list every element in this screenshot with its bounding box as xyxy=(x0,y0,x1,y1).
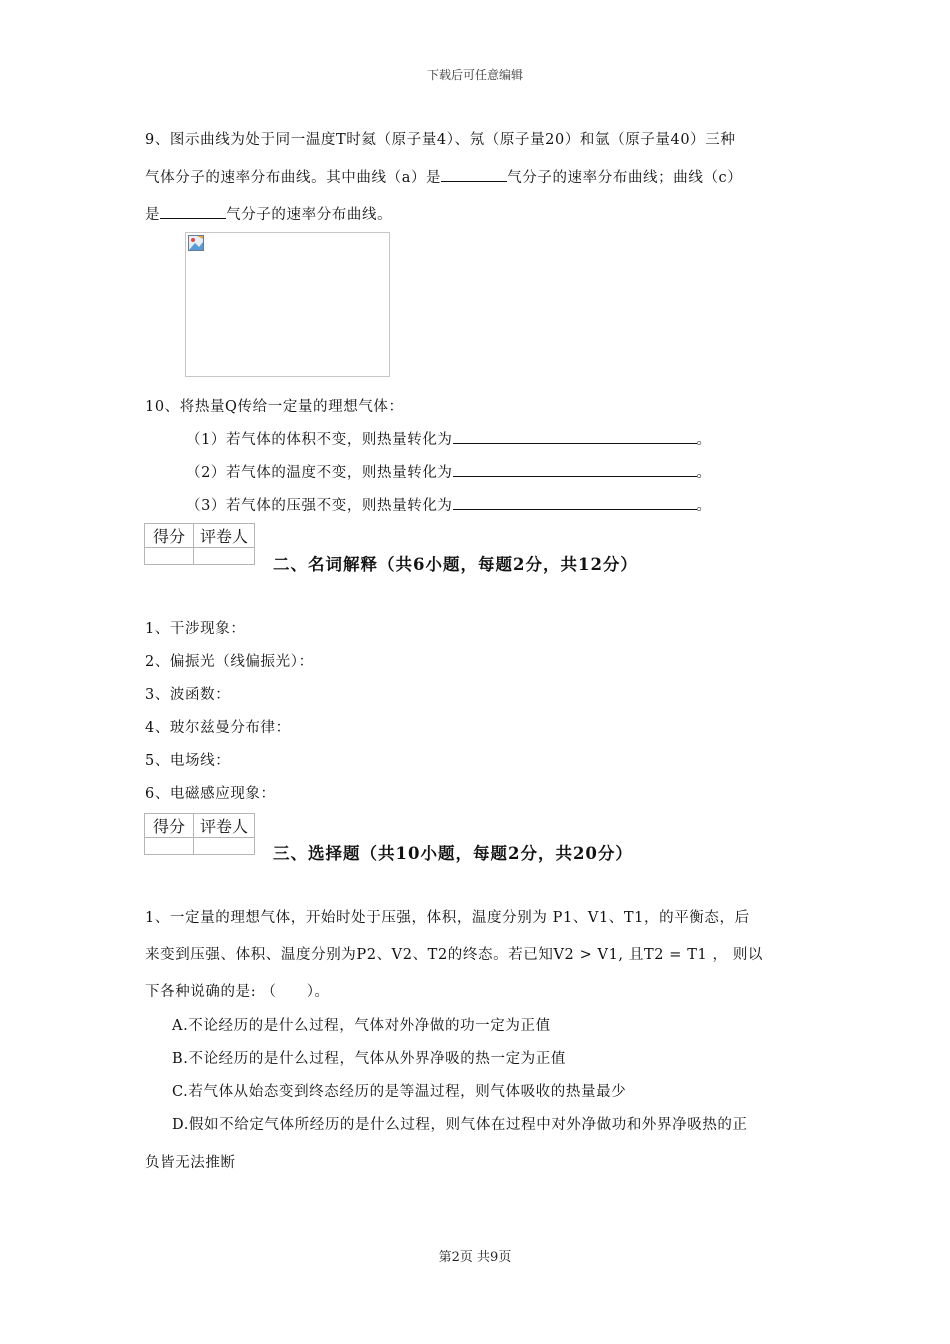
option-d-continued: 负皆无法推断 xyxy=(145,1155,236,1171)
score-label: 得分 xyxy=(145,814,194,838)
q9-line-1: 9、图示曲线为处于同一温度T时氦（原子量4）、氖（原子量20）和氩（原子量40）三种 xyxy=(145,132,736,148)
term-item: 1、干涉现象： xyxy=(145,621,246,637)
q9-line-2-text-b: 气分子的速率分布曲线；曲线（c） xyxy=(507,170,743,186)
q10-item-3-text: （3）若气体的压强不变，则热量转化为 xyxy=(186,498,453,514)
q10-item-1-text: （1）若气体的体积不变，则热量转化为 xyxy=(186,432,453,448)
term-item: 3、波函数： xyxy=(145,687,231,703)
broken-image-icon xyxy=(188,235,204,251)
option-a[interactable]: A.不论经历的是什么过程，气体对外净做的功一定为正值 xyxy=(172,1018,551,1034)
term-item: 2、偏振光（线偏振光）： xyxy=(145,654,314,670)
term-item: 5、电场线： xyxy=(145,753,231,769)
broken-image-placeholder xyxy=(185,232,390,377)
score-box xyxy=(144,813,255,855)
q9-line-3-text-a: 是 xyxy=(145,207,161,223)
answer-blank[interactable] xyxy=(441,167,507,182)
mc-q1-line-3: 下各种说确的是: （ ）。 xyxy=(145,984,330,1000)
grader-label: 评卷人 xyxy=(194,524,255,548)
score-cell[interactable] xyxy=(145,548,194,565)
q10-item-2-text: （2）若气体的温度不变，则热量转化为 xyxy=(186,465,453,481)
q10-item-1-end: 。 xyxy=(696,432,712,448)
q10-stem: 10、将热量Q传给一定量的理想气体： xyxy=(145,399,404,415)
section-2-title: 二、名词解释（共6小题，每题2分，共12分） xyxy=(273,555,638,574)
page-header: 下载后可任意编辑 xyxy=(426,68,523,82)
term-item: 6、电磁感应现象： xyxy=(145,786,276,802)
q10-item-3-end: 。 xyxy=(696,498,712,514)
page-footer: 第2页 共9页 xyxy=(438,1250,512,1265)
answer-blank[interactable] xyxy=(453,462,697,477)
q10-item-2 xyxy=(186,461,712,482)
answer-blank[interactable] xyxy=(160,204,226,219)
q9-line-2-text-a: 气体分子的速率分布曲线。其中曲线（a）是 xyxy=(145,170,442,186)
score-cell[interactable] xyxy=(145,838,194,855)
option-c[interactable]: C.若气体从始态变到终态经历的是等温过程，则气体吸收的热量最少 xyxy=(172,1084,627,1100)
q9-line-3 xyxy=(145,203,392,224)
term-item: 4、玻尔兹曼分布律： xyxy=(145,720,291,736)
answer-blank[interactable] xyxy=(453,429,697,444)
q10-item-1 xyxy=(186,428,712,449)
q10-item-2-end: 。 xyxy=(696,465,712,481)
option-b[interactable]: B.不论经历的是什么过程，气体从外界净吸的热一定为正值 xyxy=(172,1051,566,1067)
q9-line-3-text-b: 气分子的速率分布曲线。 xyxy=(226,207,393,223)
grader-cell[interactable] xyxy=(194,548,255,565)
answer-blank[interactable] xyxy=(453,495,697,510)
option-d[interactable]: D.假如不给定气体所经历的是什么过程，则气体在过程中对外净做功和外界净吸热的正 xyxy=(172,1117,748,1133)
q9-line-2 xyxy=(145,166,742,187)
grader-label: 评卷人 xyxy=(194,814,255,838)
mc-q1-line-1: 1、一定量的理想气体，开始时处于压强，体积，温度分别为 P1、V1、T1，的平衡态，后 xyxy=(145,910,750,926)
mc-q1-line-2: 来变到压强、体积、温度分别为P2、V2、T2的终态。若已知V2 > V1, 且T2 = T1 ， 则以 xyxy=(145,947,764,963)
score-label: 得分 xyxy=(145,524,194,548)
grader-cell[interactable] xyxy=(194,838,255,855)
score-box xyxy=(144,523,255,565)
q10-item-3 xyxy=(186,494,712,515)
section-3-title: 三、选择题（共10小题，每题2分，共20分） xyxy=(273,844,633,863)
